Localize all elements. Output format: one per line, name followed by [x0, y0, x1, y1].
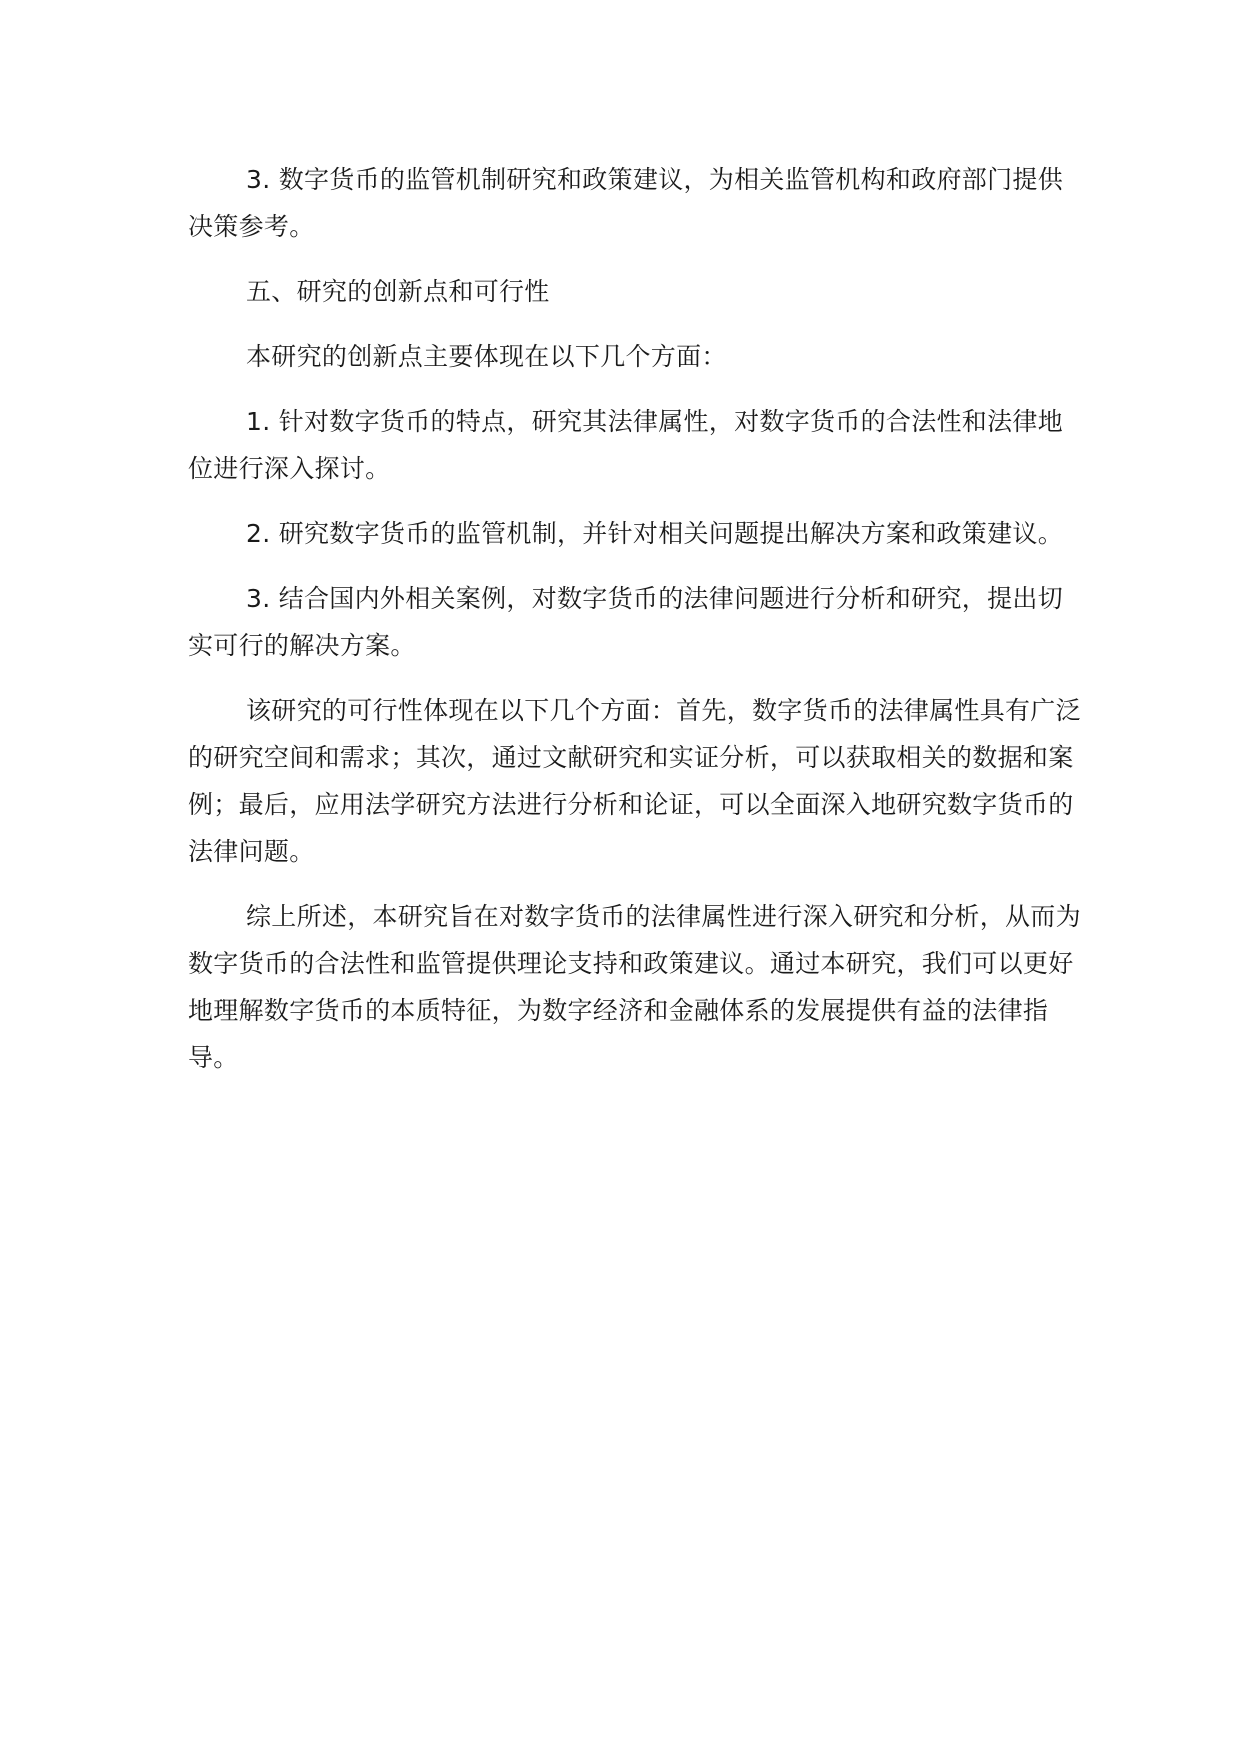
paragraph-item-3-regulation: 3. 数字货币的监管机制研究和政策建议，为相关监管机构和政府部门提供决策参考。 [188, 165, 1064, 241]
section-heading-innovation-feasibility: 五、研究的创新点和可行性 [246, 277, 550, 306]
paragraph-innovation-intro: 本研究的创新点主要体现在以下几个方面： [246, 342, 727, 371]
paragraph-innovation-3: 3. 结合国内外相关案例，对数字货币的法律问题进行分析和研究，提出切实可行的解决方案。 [188, 584, 1064, 660]
document-body [188, 156, 1088, 1099]
paragraph-feasibility: 该研究的可行性体现在以下几个方面：首先，数字货币的法律属性具有广泛的研究空间和需求；其次，通过文献研究和实证分析，可以获取相关的数据和案例；最后，应用法学研究方法进行分析和论证，可以全面深入地研究数字货币的法律问题。 [188, 696, 1081, 866]
paragraph-innovation-2: 2. 研究数字货币的监管机制，并针对相关问题提出解决方案和政策建议。 [246, 519, 1064, 548]
paragraph-conclusion: 综上所述，本研究旨在对数字货币的法律属性进行深入研究和分析，从而为数字货币的合法性和监管提供理论支持和政策建议。通过本研究，我们可以更好地理解数字货币的本质特征，为数字经济和金融体系的发展提供有益的法律指导。 [188, 902, 1081, 1072]
paragraph-innovation-1: 1. 针对数字货币的特点，研究其法律属性，对数字货币的合法性和法律地位进行深入探讨。 [188, 407, 1064, 483]
